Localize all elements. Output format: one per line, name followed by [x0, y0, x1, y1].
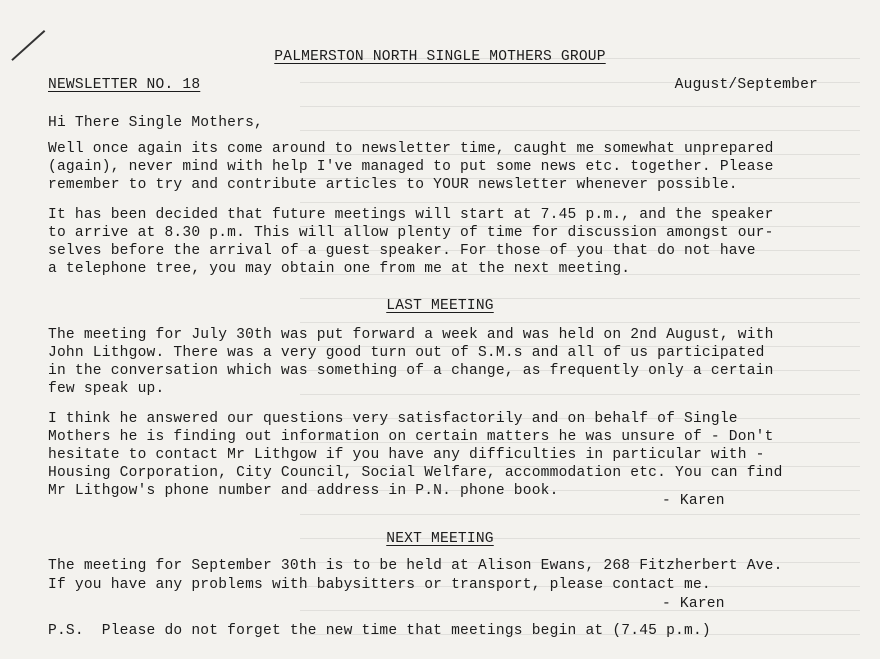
meetings-note-line: It has been decided that future meetings will start at 7.45 p.m., and the speaker — [48, 207, 774, 223]
meetings-note-line: to arrive at 8.30 p.m. This will allow plenty of time for discussion amongst our- — [48, 225, 774, 241]
meetings-note-line: selves before the arrival of a guest speaker. For those of you that do not have — [48, 243, 756, 259]
last-meeting-line: hesitate to contact Mr Lithgow if you have any difficulties in particular with - — [48, 447, 765, 463]
last-meeting-heading: LAST MEETING — [386, 298, 494, 314]
last-meeting-signature: - Karen — [662, 493, 725, 509]
org-title: PALMERSTON NORTH SINGLE MOTHERS GROUP — [274, 49, 606, 65]
postscript: P.S. Please do not forget the new time that meetings begin at (7.45 p.m.) — [48, 623, 711, 639]
last-meeting-line: John Lithgow. There was a very good turn out of S.M.s and all of us participated — [48, 345, 765, 361]
greeting: Hi There Single Mothers, — [48, 115, 263, 131]
last-meeting-line: I think he answered our questions very satisfactorily and on behalf of Single — [48, 411, 738, 427]
next-meeting-signature: - Karen — [662, 596, 725, 612]
newsletter-number: NEWSLETTER NO. 18 — [48, 77, 201, 93]
last-meeting-line: Housing Corporation, City Council, Social Welfare, accommodation etc. You can find — [48, 465, 783, 481]
last-meeting-line: The meeting for July 30th was put forward a week and was held on 2nd August, with — [48, 327, 774, 343]
next-meeting-heading: NEXT MEETING — [386, 531, 494, 547]
last-meeting-line: in the conversation which was something of a change, as frequently only a certain — [48, 363, 774, 379]
intro-line: remember to try and contribute articles to YOUR newsletter whenever possible. — [48, 177, 738, 193]
last-meeting-line: Mothers he is finding out information on certain matters he was unsure of - Don't — [48, 429, 774, 445]
issue-period: August/September — [674, 77, 818, 93]
meetings-note-line: a telephone tree, you may obtain one from me at the next meeting. — [48, 261, 631, 277]
next-meeting-line: If you have any problems with babysitters or transport, please contact me. — [48, 577, 711, 593]
intro-line: Well once again its come around to newsletter time, caught me somewhat unprepared — [48, 141, 774, 157]
last-meeting-line: Mr Lithgow's phone number and address in P.N. phone book. — [48, 483, 559, 499]
last-meeting-line: few speak up. — [48, 381, 165, 397]
next-meeting-line: The meeting for September 30th is to be held at Alison Ewans, 268 Fitzherbert Ave. — [48, 558, 783, 574]
intro-line: (again), never mind with help I've managed to put some news etc. together. Please — [48, 159, 774, 175]
